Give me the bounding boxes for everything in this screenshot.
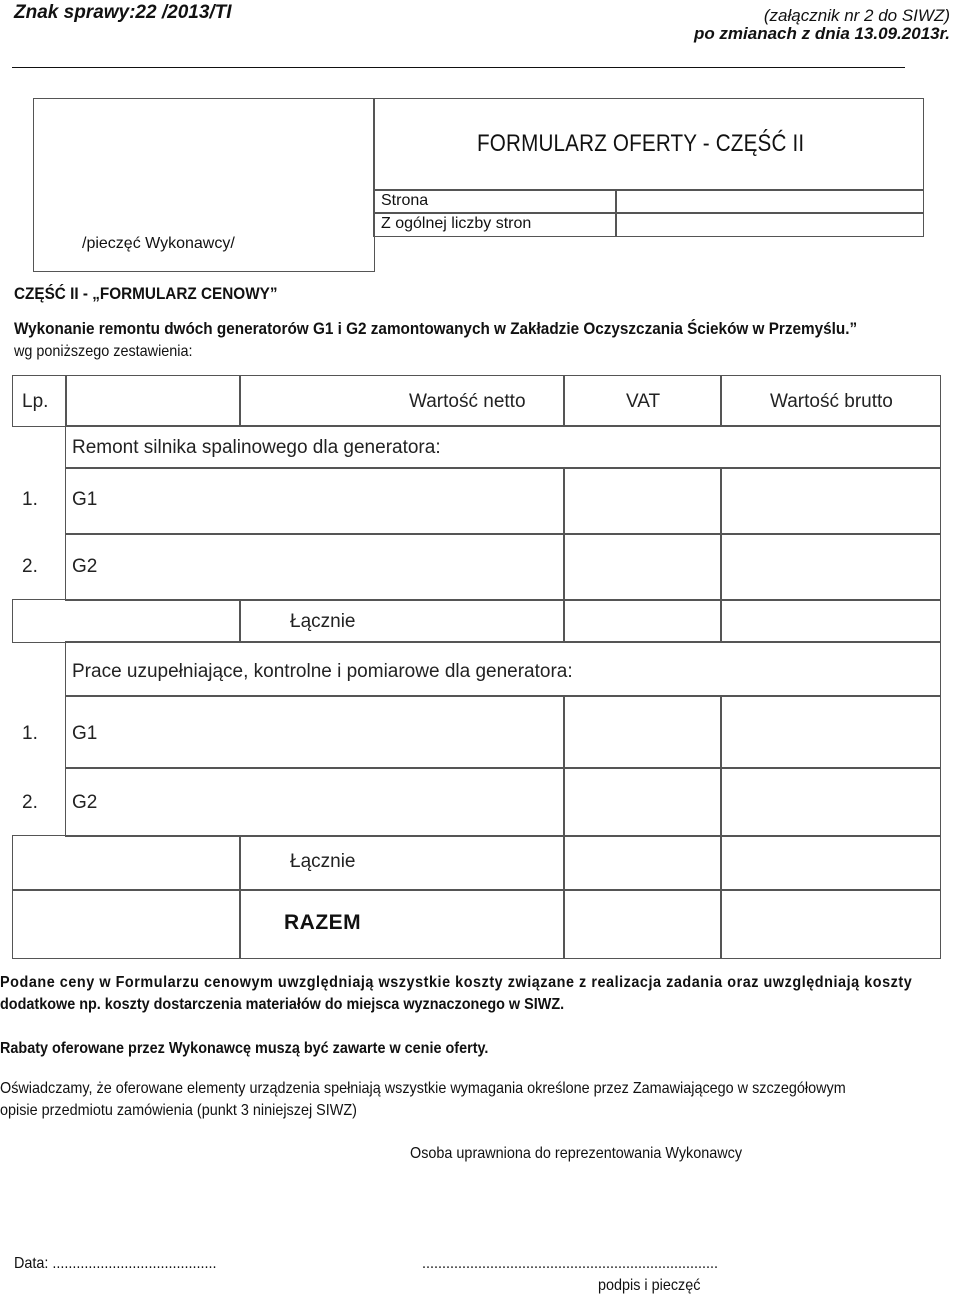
- g2-total-label-cell: [12, 835, 241, 891]
- g1-row2-vat-cell[interactable]: [563, 533, 722, 601]
- page-total-label: Z ogólnej liczby stron: [381, 215, 532, 232]
- header-lp: Lp.: [22, 391, 49, 412]
- prices-note-line1: Podane ceny w Formularzu cenowym uwzględniają wszystkie koszty związane z realizacja zadania oraz uwzględniają koszty: [0, 974, 913, 991]
- g2-total-net-cell[interactable]: [239, 835, 565, 891]
- g1-total-net-cell[interactable]: [239, 599, 565, 643]
- page-total-value-cell[interactable]: [615, 212, 924, 237]
- g2-row2-name: G2: [72, 792, 98, 813]
- g2-row2-no: 2.: [22, 792, 38, 813]
- stamp-label: /pieczęć Wykonawcy/: [82, 235, 235, 252]
- signature-label: podpis i pieczęć: [598, 1277, 701, 1294]
- signature-line[interactable]: ..........................................................................: [422, 1255, 719, 1272]
- g1-row2-no: 2.: [22, 556, 38, 577]
- g1-total-label: Łącznie: [290, 611, 356, 632]
- g2-row2-vat-cell[interactable]: [563, 767, 722, 837]
- g2-row1-vat-cell[interactable]: [563, 695, 722, 769]
- g2-total-gross-cell[interactable]: [720, 835, 941, 891]
- g1-total-label-cell: [12, 599, 241, 643]
- g2-total-label: Łącznie: [290, 851, 356, 872]
- representative-label: Osoba uprawniona do reprezentowania Wykonawcy: [410, 1145, 743, 1162]
- header-empty-cell: [65, 375, 241, 427]
- g2-total-vat-cell[interactable]: [563, 835, 722, 891]
- attachment-note: (załącznik nr 2 do SIWZ): [763, 6, 950, 25]
- g1-row2-name-cell: [65, 533, 565, 601]
- g1-row1-vat-cell[interactable]: [563, 467, 722, 535]
- g2-row1-gross-cell[interactable]: [720, 695, 941, 769]
- discounts-note: Rabaty oferowane przez Wykonawcę muszą być zawarte w cenie oferty.: [0, 1040, 489, 1057]
- g2-row2-name-cell: [65, 767, 565, 837]
- g1-row1-no: 1.: [22, 489, 38, 510]
- prices-note-line2: dodatkowe np. koszty dostarczenia materiałów do miejsca wyznaczonego w SIWZ.: [0, 996, 565, 1013]
- g2-row2-gross-cell[interactable]: [720, 767, 941, 837]
- header-net-value: Wartość netto: [409, 391, 526, 412]
- g2-row1-name-cell: [65, 695, 565, 769]
- form-title: FORMULARZ OFERTY - CZĘŚĆ II: [477, 130, 805, 157]
- subject-line: Wykonanie remontu dwóch generatorów G1 i G2 zamontowanych w Zakładzie Oczyszczania Ścieków w Przemyślu.”: [14, 319, 858, 338]
- case-number: Znak sprawy:22 /2013/TI: [14, 2, 232, 23]
- grand-total-label-cell: [12, 889, 241, 959]
- declaration-line1: Oświadczamy, że oferowane elementy urządzenia spełniają wszystkie wymagania określone przez Zamawiającego w szczegółowym: [0, 1080, 846, 1097]
- g1-row1-gross-cell[interactable]: [720, 467, 941, 535]
- subject-note: wg poniższego zestawienia:: [14, 343, 193, 360]
- g2-row1-name: G1: [72, 723, 98, 744]
- g1-row2-gross-cell[interactable]: [720, 533, 941, 601]
- header-rule: [12, 67, 905, 68]
- group1-title: Remont silnika spalinowego dla generatora:: [72, 437, 441, 458]
- page-number-value-cell[interactable]: [615, 189, 924, 214]
- header-gross-value: Wartość brutto: [770, 391, 893, 412]
- grand-total-gross-cell[interactable]: [720, 889, 941, 959]
- g1-total-vat-cell[interactable]: [563, 599, 722, 643]
- g1-row2-name: G2: [72, 556, 98, 577]
- amendment-date: po zmianach z dnia 13.09.2013r.: [693, 24, 950, 43]
- grand-total-vat-cell[interactable]: [563, 889, 722, 959]
- section-title: CZĘŚĆ II - „FORMULARZ CENOWY”: [14, 284, 278, 303]
- g1-row1-name-cell: [65, 467, 565, 535]
- header-vat: VAT: [626, 391, 661, 412]
- g2-row1-no: 1.: [22, 723, 38, 744]
- group2-title: Prace uzupełniające, kontrolne i pomiarowe dla generatora:: [72, 661, 573, 682]
- declaration-line2: opisie przedmiotu zamówienia (punkt 3 niniejszej SIWZ): [0, 1102, 357, 1119]
- g1-total-gross-cell[interactable]: [720, 599, 941, 643]
- page-label: Strona: [381, 192, 429, 209]
- date-field[interactable]: Data: .........................................: [14, 1255, 217, 1272]
- grand-total-label: RAZEM: [284, 911, 362, 934]
- g1-row1-name: G1: [72, 489, 98, 510]
